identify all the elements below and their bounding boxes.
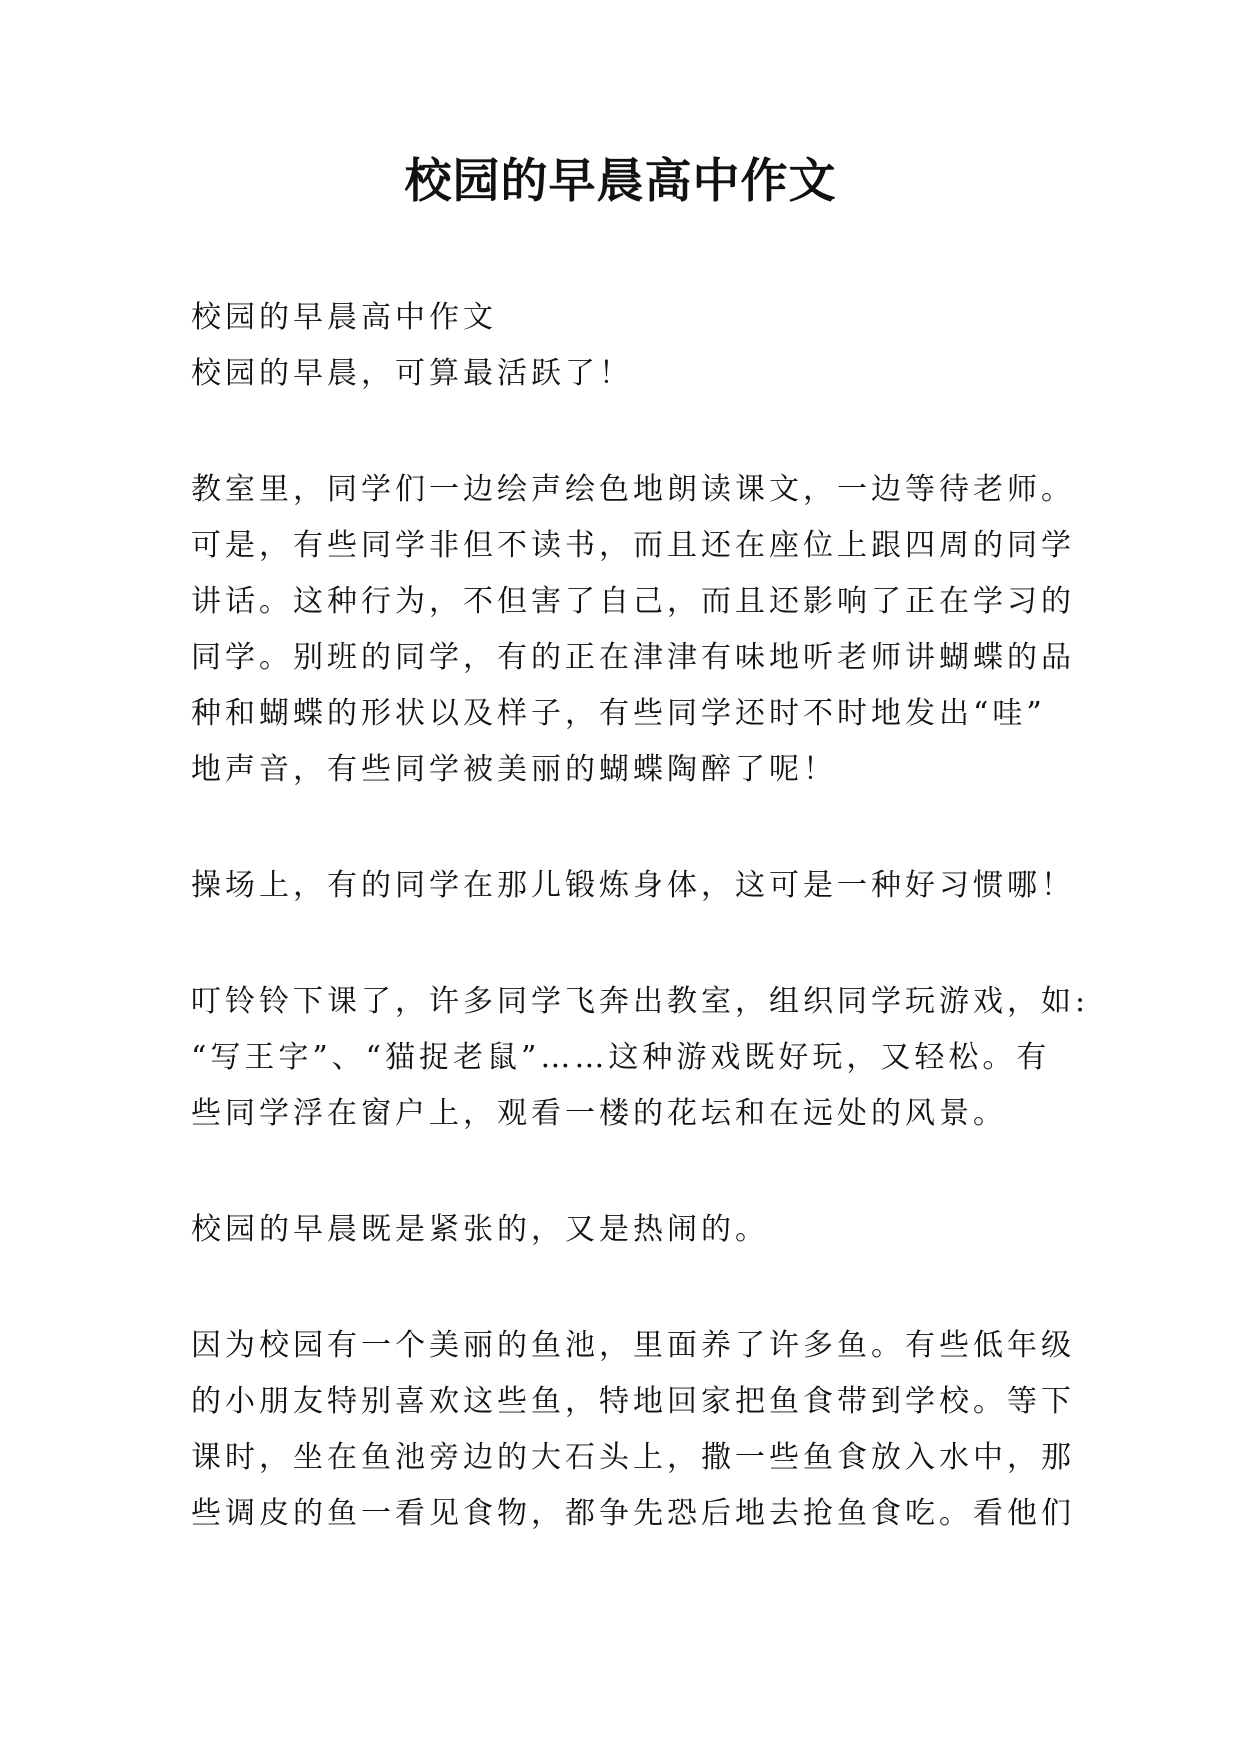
text-line: 地声音，有些同学被美丽的蝴蝶陶醉了呢！ — [191, 752, 837, 787]
text-line: 些调皮的鱼一看见食物，都争先恐后地去抢鱼食吃。看他们 — [191, 1496, 1075, 1531]
text-line: 可是，有些同学非但不读书，而且还在座位上跟四周的同学 — [191, 528, 1075, 563]
paragraph-gap — [191, 1258, 1071, 1318]
text-line: 校园的早晨高中作文 — [191, 300, 497, 335]
document-title: 校园的早晨高中作文 — [404, 154, 837, 209]
text-line: 种和蝴蝶的形状以及样子，有些同学还时不时地发出“哇” — [191, 696, 1046, 731]
paragraph-recess — [191, 974, 1090, 1142]
paragraph-gap — [191, 914, 1071, 974]
paragraph-gap — [191, 402, 1071, 462]
paragraph-summary — [191, 1202, 1071, 1258]
text-line: 的小朋友特别喜欢这些鱼，特地回家把鱼食带到学校。等下 — [191, 1384, 1075, 1419]
paragraph-gap — [191, 798, 1071, 858]
text-line: 讲话。这种行为，不但害了自己，而且还影响了正在学习的 — [191, 584, 1075, 619]
text-line: 校园的早晨既是紧张的，又是热闹的。 — [191, 1212, 769, 1247]
text-line: 因为校园有一个美丽的鱼池，里面养了许多鱼。有些低年级 — [191, 1328, 1075, 1363]
text-line: 些同学浮在窗户上，观看一楼的花坛和在远处的风景。 — [191, 1096, 1007, 1131]
text-line: 叮铃铃下课了，许多同学飞奔出教室，组织同学玩游戏，如: — [191, 984, 1090, 1019]
text-line: “写王字”、“猫捉老鼠”……这种游戏既好玩，又轻松。有 — [191, 1040, 1051, 1075]
document-body — [191, 290, 1090, 1542]
paragraph-fishpond — [191, 1318, 1075, 1542]
text-line: 课时，坐在鱼池旁边的大石头上，撒一些鱼食放入水中，那 — [191, 1440, 1075, 1475]
text-line: 操场上，有的同学在那儿锻炼身体，这可是一种好习惯哪！ — [191, 868, 1075, 903]
text-line: 教室里，同学们一边绘声绘色地朗读课文，一边等待老师。 — [191, 472, 1075, 507]
text-line: 校园的早晨，可算最活跃了！ — [191, 356, 633, 391]
paragraph-playground — [191, 858, 1075, 914]
paragraph-classroom — [191, 462, 1075, 798]
paragraph-gap — [191, 1142, 1071, 1202]
text-line: 同学。别班的同学，有的正在津津有味地听老师讲蝴蝶的品 — [191, 640, 1075, 675]
subtitle-paragraph — [191, 290, 1071, 402]
